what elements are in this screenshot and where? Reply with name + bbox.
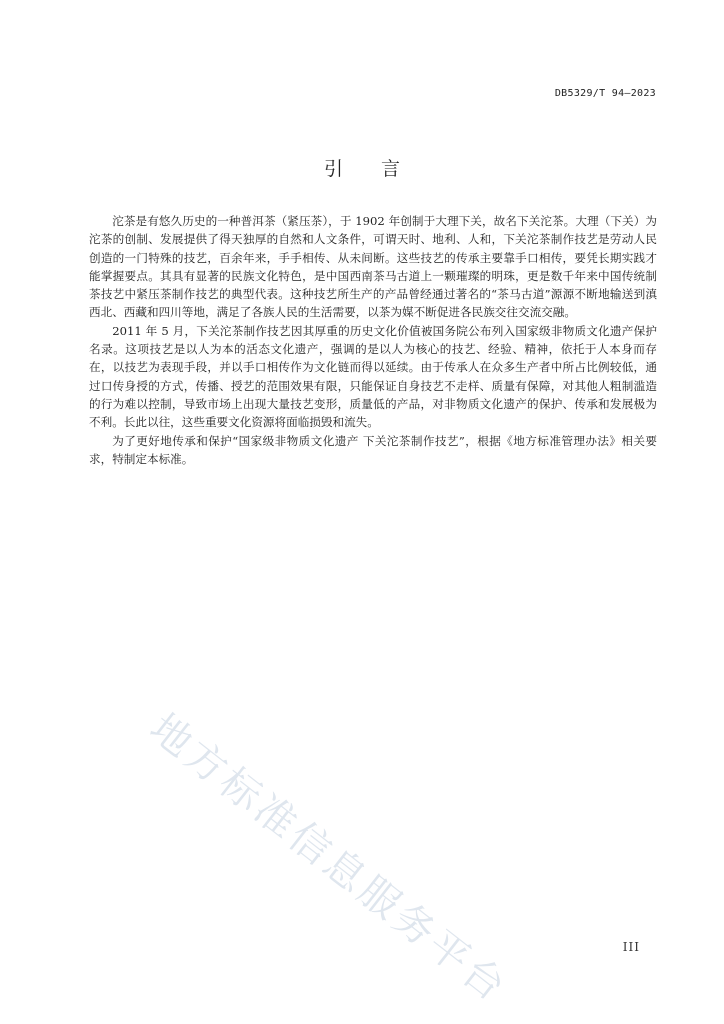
body-text [89,212,657,468]
paragraph-history: 沱茶是有悠久历史的一种普洱茶（紧压茶），于 1902 年创制于大理下关，故名下关沱茶。大理（下关）为沱茶的创制、发展提供了得天独厚的自然和人文条件，可谓天时、地利、人和，下关沱茶制作技艺是劳动人民创造的一门特殊的技艺，百余年来，手手相传、从未间断。这些技艺的传承主要靠手口相传，要凭长期实践才能掌握要点。其具有显著的民族文化特色，是中国西南茶马古道上一颗璀璨的明珠，更是数千年来中国传统制茶技艺中紧压茶制作技艺的典型代表。这种技艺所生产的产品曾经通过著名的“茶马古道”源源不断地输送到滇西北、西藏和四川等地，满足了各族人民的生活需要，以茶为媒不断促进各民族交往交流交融。 [89,214,657,320]
page-title: 引言 [323,158,438,180]
paragraph-purpose: 为了更好地传承和保护“国家级非物质文化遗产 下关沱茶制作技艺”，根据《地方标准管理办法》相关要求，特制定本标准。 [89,433,657,466]
page-number: III [622,940,640,954]
standard-code: DB5329/T 94—2023 [554,88,656,99]
paragraph-heritage-listing: 2011 年 5 月，下关沱茶制作技艺因其厚重的历史文化价值被国务院公布列入国家级非物质文化遗产保护名录。这项技艺是以人为本的活态文化遗产，强调的是以人为核心的技艺、经验、精神，依托于人本身而存在，以技艺为表现手段，并以手口相传作为文化链而得以延续。由于传承人在众多生产者中所占比例较低，通过口传身授的方式，传播、授艺的范围效果有限，只能保证自身技艺不走样、质量有保障，对其他人粗制滥造的行为难以控制，导致市场上出现大量技艺变形，质量低的产品，对非物质文化遗产的保护、传承和发展极为不利。长此以往，这些重要文化资源将面临损毁和流失。 [89,323,657,430]
watermark: 地方标准信息服务平台 [141,705,517,1013]
